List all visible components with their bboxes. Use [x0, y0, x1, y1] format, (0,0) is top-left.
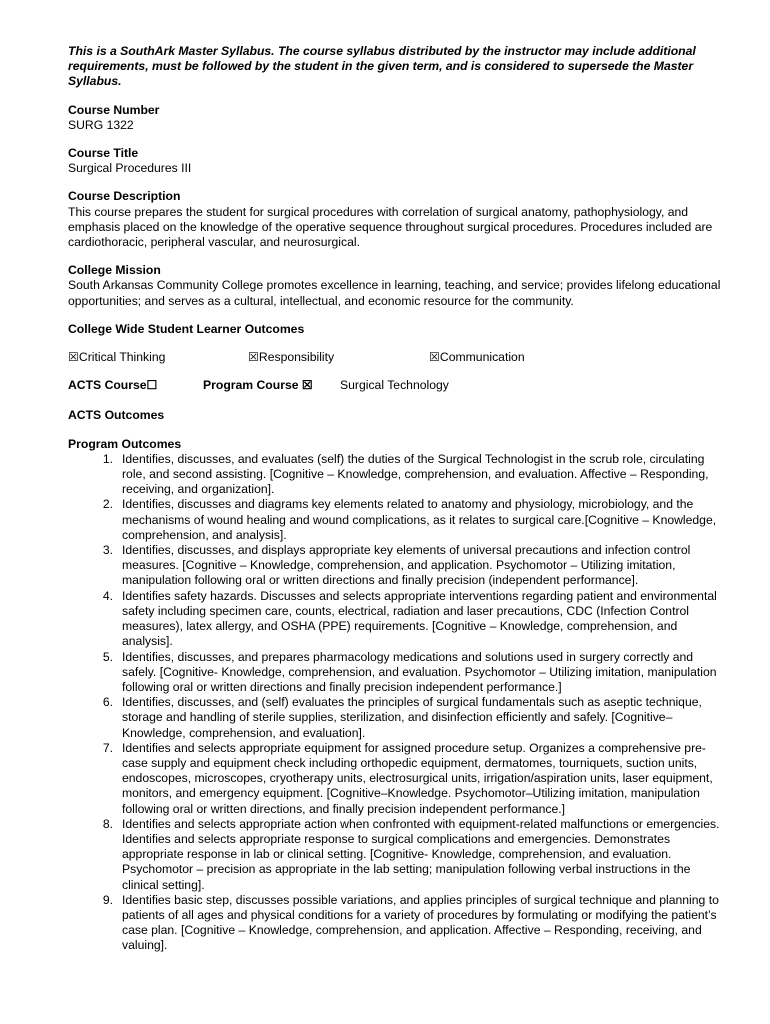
list-item-text: Identifies, discusses, and prepares pharmacology medications and solutions used in surgery correctly and safely. [Cognitive- Knowledge, comprehension, and evaluation. Psychomotor – Utilizing imitation, manipulation following oral or written directions and finally precision independent performance.] — [122, 649, 717, 694]
master-syllabus-notice: This is a SouthArk Master Syllabus. The course syllabus distributed by the instructor may include additional requirements, must be followed by the student in the given term, and is considered to supersede the Master Syllabus. — [68, 44, 696, 89]
list-item — [68, 452, 728, 498]
list-item — [68, 817, 728, 893]
list-item-number: 4. — [102, 588, 113, 603]
college-mission-text: South Arkansas Community College promotes excellence in learning, teaching, and service; provides lifelong educational opportunities; and serves as a cultural, intellectual, and economic resource for the community. — [68, 278, 721, 308]
list-item-number: 1. — [102, 451, 113, 466]
list-item-text: Identifies, discusses, and displays appropriate key elements of universal precautions and infection control measures. [Cognitive – Knowledge, comprehension, and application. Psychomotor – Utilizing imitation, manipulation following oral or written directions and finally precision (independent performance]. — [122, 543, 691, 588]
list-item — [68, 695, 728, 741]
list-item-text: Identifies, discusses, and evaluates (self) the duties of the Surgical Technologist in the scrub role, circulating role, and second assisting. [Cognitive – Knowledge, comprehension, and evaluation. Affective – Responding, receiving, and organization]. — [122, 451, 709, 497]
responsibility-checkbox: ☒Responsibility — [248, 350, 335, 365]
critical-thinking-checkbox: ☒Critical Thinking — [68, 350, 166, 365]
learner-outcomes-checkboxes — [68, 350, 728, 365]
program-outcomes-heading: Program Outcomes — [68, 436, 182, 451]
list-item-text: Identifies, discusses and diagrams key elements related to anatomy and physiology, microbiology, and the mechanisms of wound healing and wound complications, as it relates to surgical care.[Cognitive – Knowledge, comprehension, and analysis]. — [122, 497, 717, 542]
list-item-number: 9. — [102, 892, 113, 907]
program-name: Surgical Technology — [340, 378, 449, 393]
course-title-heading: Course Title — [68, 146, 139, 161]
college-mission-heading: College Mission — [68, 263, 161, 278]
list-item-text: Identifies basic step, discusses possible variations, and applies principles of surgical technique and planning to patients of all ages and physical conditions for a variety of procedures by formulating or modifying the patient’s case plan. [Cognitive – Knowledge, comprehension, and application. Affective – Responding, receiving, and valuing]. — [122, 892, 719, 953]
list-item-number: 5. — [102, 649, 113, 664]
syllabus-page — [68, 44, 728, 954]
list-item — [68, 893, 728, 954]
course-description-heading: Course Description — [68, 189, 181, 204]
list-item — [68, 650, 728, 696]
list-item — [68, 741, 728, 817]
learner-outcomes-section — [68, 322, 728, 337]
list-item — [68, 543, 728, 589]
course-number-value: SURG 1322 — [68, 117, 134, 132]
list-item-text: Identifies and selects appropriate equipment for assigned procedure setup. Organizes a comprehensive pre-case supply and equipment check including orthopedic equipment, dermatomes, tourniquets, suction units, endoscopes, microscopes, cryotherapy units, electrosurgical units, irrigation/aspiration units, laser equipment, monitors, and emergency equipment. [Cognitive–Knowledge. Psychomotor–Utilizing imitation, manipulation following oral or written directions, and finally precision independent performance.] — [122, 740, 713, 816]
acts-outcomes-section — [68, 408, 728, 423]
list-item-number: 8. — [102, 816, 113, 831]
acts-course-checkbox: ACTS Course☐ — [68, 378, 158, 393]
list-item-number: 3. — [102, 543, 113, 558]
course-number-heading: Course Number — [68, 102, 160, 117]
course-description-text: This course prepares the student for surgical procedures with correlation of surgical anatomy, pathophysiology, and emphasis placed on the knowledge of the operative sequence throughout surgical procedures. Procedures included are cardiothoracic, peripheral vascular, and neurosurgical. — [68, 204, 713, 250]
list-item-text: Identifies and selects appropriate action when confronted with equipment-related malfunctions or emergencies. Identifies and selects appropriate response to surgical complications and emergencies. Demonstrates appropriate response in lab or clinical setting. [Cognitive- Knowledge, comprehension, and evaluation. Psychomotor – precision as appropriate in the lab setting; manipulation following verbal instructions in the clinical setting]. — [122, 816, 720, 892]
program-outcomes-list — [68, 452, 728, 954]
course-title-section — [68, 146, 728, 176]
acts-outcomes-heading: ACTS Outcomes — [68, 408, 165, 423]
list-item-text: Identifies safety hazards. Discusses and selects appropriate interventions regarding patient and environmental safety including specimen care, counts, electrical, radiation and laser precautions, CDC (Infection Control measures), latex allergy, and OSHA (PPE) requirements. [Cognitive – Knowledge, comprehension, and analysis]. — [122, 588, 717, 649]
communication-checkbox: ☒Communication — [429, 350, 525, 365]
list-item — [68, 497, 728, 543]
course-description-section — [68, 189, 728, 250]
learner-outcomes-heading: College Wide Student Learner Outcomes — [68, 321, 305, 336]
list-item-number: 2. — [102, 497, 113, 512]
list-item-text: Identifies, discusses, and (self) evaluates the principles of surgical fundamentals such as aseptic technique, storage and handling of sterile supplies, sterilization, and disinfection efficiently and safely. [Cognitive– Knowledge, comprehension, and evaluation]. — [122, 695, 702, 740]
college-mission-section — [68, 263, 728, 309]
program-outcomes-section — [68, 437, 728, 954]
course-number-section — [68, 103, 728, 133]
list-item-number: 6. — [102, 695, 113, 710]
list-item-number: 7. — [102, 740, 113, 755]
acts-course-row — [68, 378, 728, 393]
list-item — [68, 589, 728, 650]
course-title-value: Surgical Procedures III — [68, 161, 192, 176]
program-course-checkbox: Program Course ☒ — [203, 378, 313, 393]
